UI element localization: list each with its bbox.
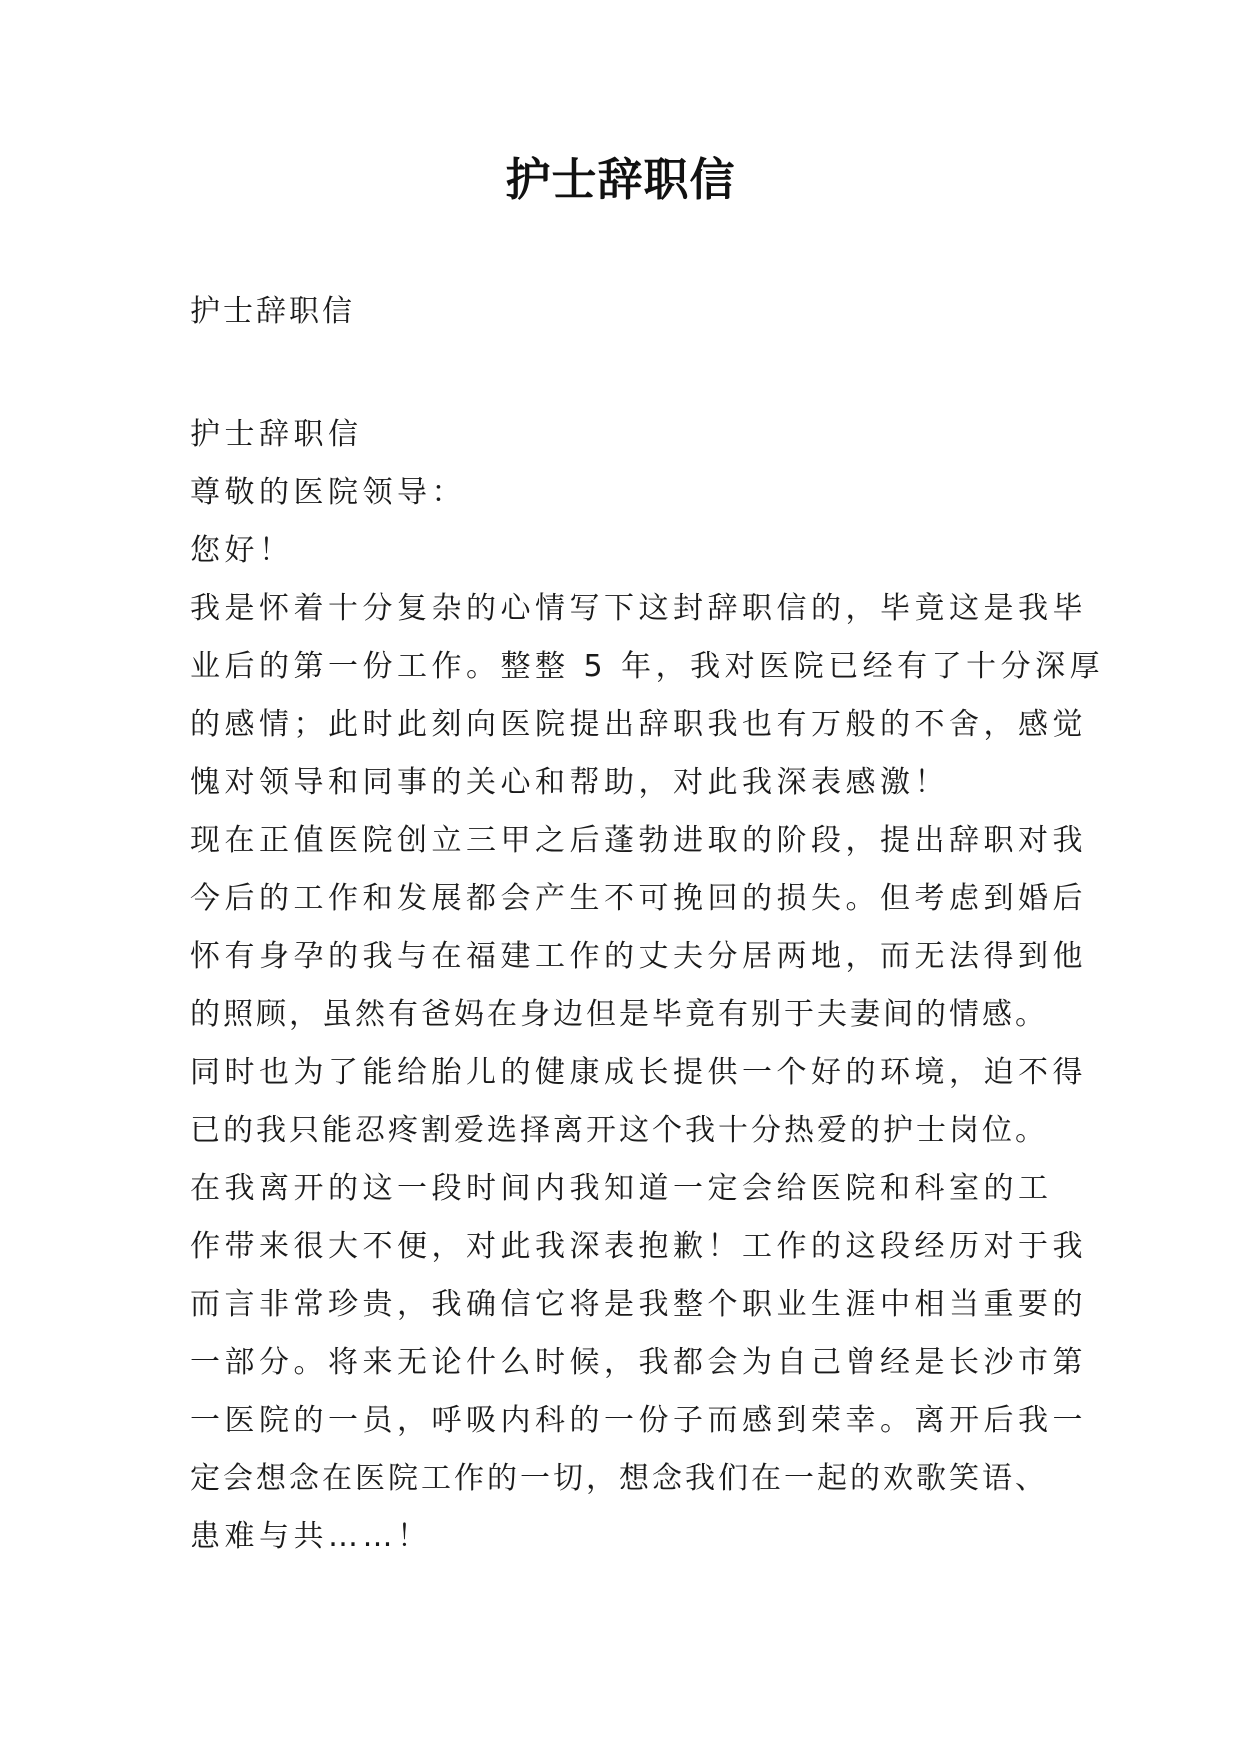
- letter-line: 作带来很大不便，对此我深表抱歉！工作的这段经历对于我: [190, 1229, 1087, 1264]
- letter-line: 同时也为了能给胎儿的健康成长提供一个好的环境，迫不得: [190, 1055, 1087, 1090]
- letter-line: 而言非常珍贵，我确信它将是我整个职业生涯中相当重要的: [190, 1287, 1087, 1322]
- letter-line: 您好！: [190, 533, 294, 568]
- letter-line: 护士辞职信: [190, 417, 363, 452]
- letter-line: 已的我只能忍疼割爱选择离开这个我十分热爱的护士岗位。: [190, 1113, 1048, 1148]
- letter-line: 愧对领导和同事的关心和帮助，对此我深表感激！: [190, 765, 949, 800]
- letter-line: 在我离开的这一段时间内我知道一定会给医院和科室的工: [190, 1171, 1053, 1206]
- letter-line: 业后的第一份工作。整整 5 年，我对医院已经有了十分深厚: [190, 649, 1105, 684]
- document-heading: 护士辞职信: [190, 294, 355, 329]
- letter-line: 患难与共……！: [190, 1519, 432, 1554]
- letter-line: 今后的工作和发展都会产生不可挽回的损失。但考虑到婚后: [190, 881, 1087, 916]
- letter-line: 我是怀着十分复杂的心情写下这封辞职信的，毕竟这是我毕: [190, 591, 1087, 626]
- letter-line: 的感情；此时此刻向医院提出辞职我也有万般的不舍，感觉: [190, 707, 1087, 742]
- letter-line: 尊敬的医院领导：: [190, 475, 466, 510]
- letter-line: 现在正值医院创立三甲之后蓬勃进取的阶段，提出辞职对我: [190, 823, 1087, 858]
- letter-line: 一医院的一员，呼吸内科的一份子而感到荣幸。离开后我一: [190, 1403, 1087, 1438]
- letter-body: [190, 406, 1105, 1566]
- letter-line: 一部分。将来无论什么时候，我都会为自己曾经是长沙市第: [190, 1345, 1087, 1380]
- page-title: 护士辞职信: [505, 153, 736, 206]
- letter-line: 怀有身孕的我与在福建工作的丈夫分居两地，而无法得到他: [190, 939, 1087, 974]
- letter-line: 定会想念在医院工作的一切，想念我们在一起的欢歌笑语、: [190, 1461, 1048, 1496]
- letter-line: 的照顾，虽然有爸妈在身边但是毕竟有别于夫妻间的情感。: [190, 997, 1048, 1032]
